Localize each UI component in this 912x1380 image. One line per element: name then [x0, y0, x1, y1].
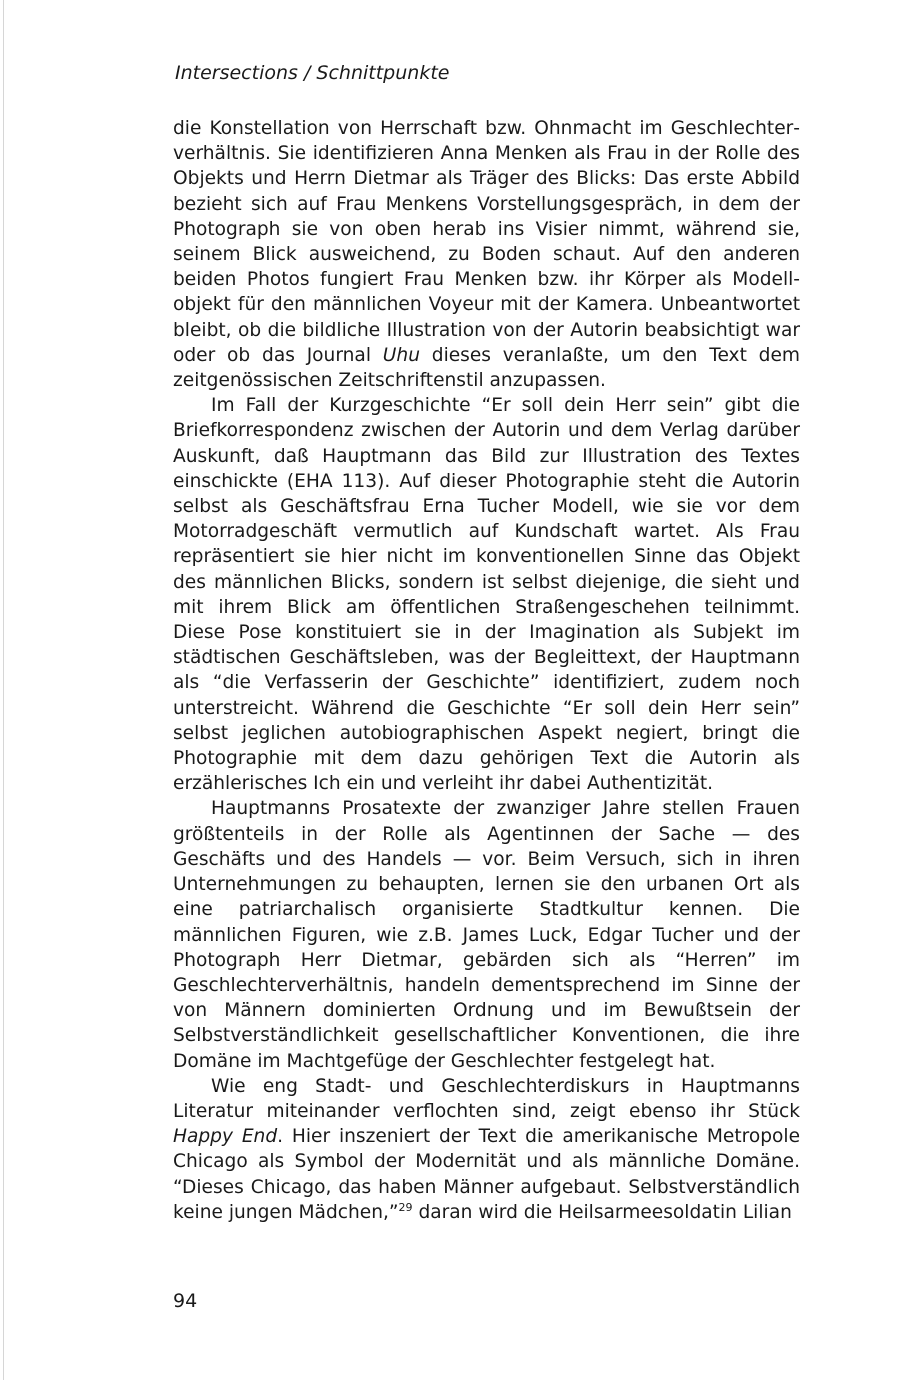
paragraph-3: [173, 796, 800, 1073]
paragraph-1-text: die Konstellation von Herrschaft bzw. Ohnmacht im Geschlechterverhältnis. Sie identifizieren Anna Menken als Frau in der Rolle des Objekts und Herrn Dietmar als Träger des Blicks: Das erste Abbild bezieht sich auf Frau Menkens Vorstellungsgespräch, in dem der Photograph sie von oben herab ins Visier nimmt, während sie, seinem Blick ausweichend, zu Boden schaut. Auf den anderen beiden Photos fungiert Frau Menken bzw. ihr Körper als Modellobjekt für den männlichen Voyeur mit der Kamera. Unbeantwortet bleibt, ob die bildliche Illustration von der Autorin beabsichtigt war oder ob das Journal: [173, 118, 800, 366]
paragraph-4-text-end: daran wird die Heilsarmeesoldatin Lilian: [412, 1201, 792, 1223]
play-title-happy-end: Happy End: [173, 1126, 278, 1148]
body-text: [173, 116, 800, 1225]
page-number: 94: [173, 1290, 198, 1312]
paragraph-3-text: Hauptmanns Prosatexte der zwanziger Jahre stellen Frauen größtenteils in der Rolle als Agentinnen der Sache — des Geschäfts und des Handels — vor. Beim Versuch, sich in ihren Unternehmungen zu behaupten, lernen sie den urbanen Ort als eine patriarchalisch organisierte Stadtkultur kennen. Die männlichen Figuren, wie z.B. James Luck, Edgar Tucher und der Photograph Herr Dietmar, gebärden sich als “Herren” im Geschlechterverhältnis, handeln dementsprechend im Sinne der von Männern dominierten Ordnung und im Bewußtsein der Selbstverständlichkeit gesellschaftlicher Konventionen, die ihre Domäne im Machtgefüge der Geschlechter festgelegt hat.: [173, 798, 800, 1072]
paragraph-2-text: Im Fall der Kurzgeschichte “Er soll dein Herr sein” gibt die Briefkorrespondenz zwischen der Autorin und dem Verlag darüber Auskunft, daß Hauptmann das Bild zur Illustration des Textes einschickte (EHA 113). Auf dieser Photographie steht die Autorin selbst als Geschäftsfrau Erna Tucher Modell, wie sie vor dem Motorradgeschäft vermutlich auf Kundschaft wartet. Als Frau repräsentiert sie hier nicht im konventionellen Sinne das Objekt des männlichen Blicks, sondern ist selbst diejenige, die sieht und mit ihrem Blick am öffentlichen Straßengeschehen teilnimmt. Diese Pose konstituiert sie in der Imagination als Subjekt im städtischen Geschäftsleben, was der Begleittext, der Hauptmann als “die Verfasserin der Geschichte” identifiziert, zudem noch unterstreicht. Während die Geschichte “Er soll dein Herr sein” selbst jeglichen autobiographischen Aspekt negiert, bringt die Photographie mit dem dazu gehörigen Text die Autorin als erzählerisches Ich ein und verleiht ihr dabei Authentizität.: [173, 395, 800, 795]
paragraph-1: [173, 116, 800, 393]
paragraph-4: [173, 1074, 800, 1225]
paragraph-4-text-cont: . Hier inszeniert der Text die amerikanische Metropole Chicago als Symbol der Modernität und als männliche Domäne. “Dieses Chicago, das haben Männer aufgebaut. Selbstverständlich keine jungen Mädchen,”: [173, 1126, 801, 1223]
paragraph-4-text: Wie eng Stadt- und Geschlechterdiskurs in Hauptmanns Literatur miteinander verflochten sind, zeigt ebenso ihr Stück: [173, 1075, 800, 1122]
footnote-marker: 29: [398, 1200, 413, 1214]
page-edge-line: [3, 0, 4, 1380]
paragraph-2: [173, 393, 800, 796]
running-head: Intersections / Schnittpunkte: [175, 62, 450, 84]
paragraph-1-text-cont: dieses veranlaßte, um den Text dem zeitgenössischen Zeitschriftenstil anzupassen.: [173, 344, 800, 392]
journal-title-uhu: Uhu: [382, 344, 420, 366]
